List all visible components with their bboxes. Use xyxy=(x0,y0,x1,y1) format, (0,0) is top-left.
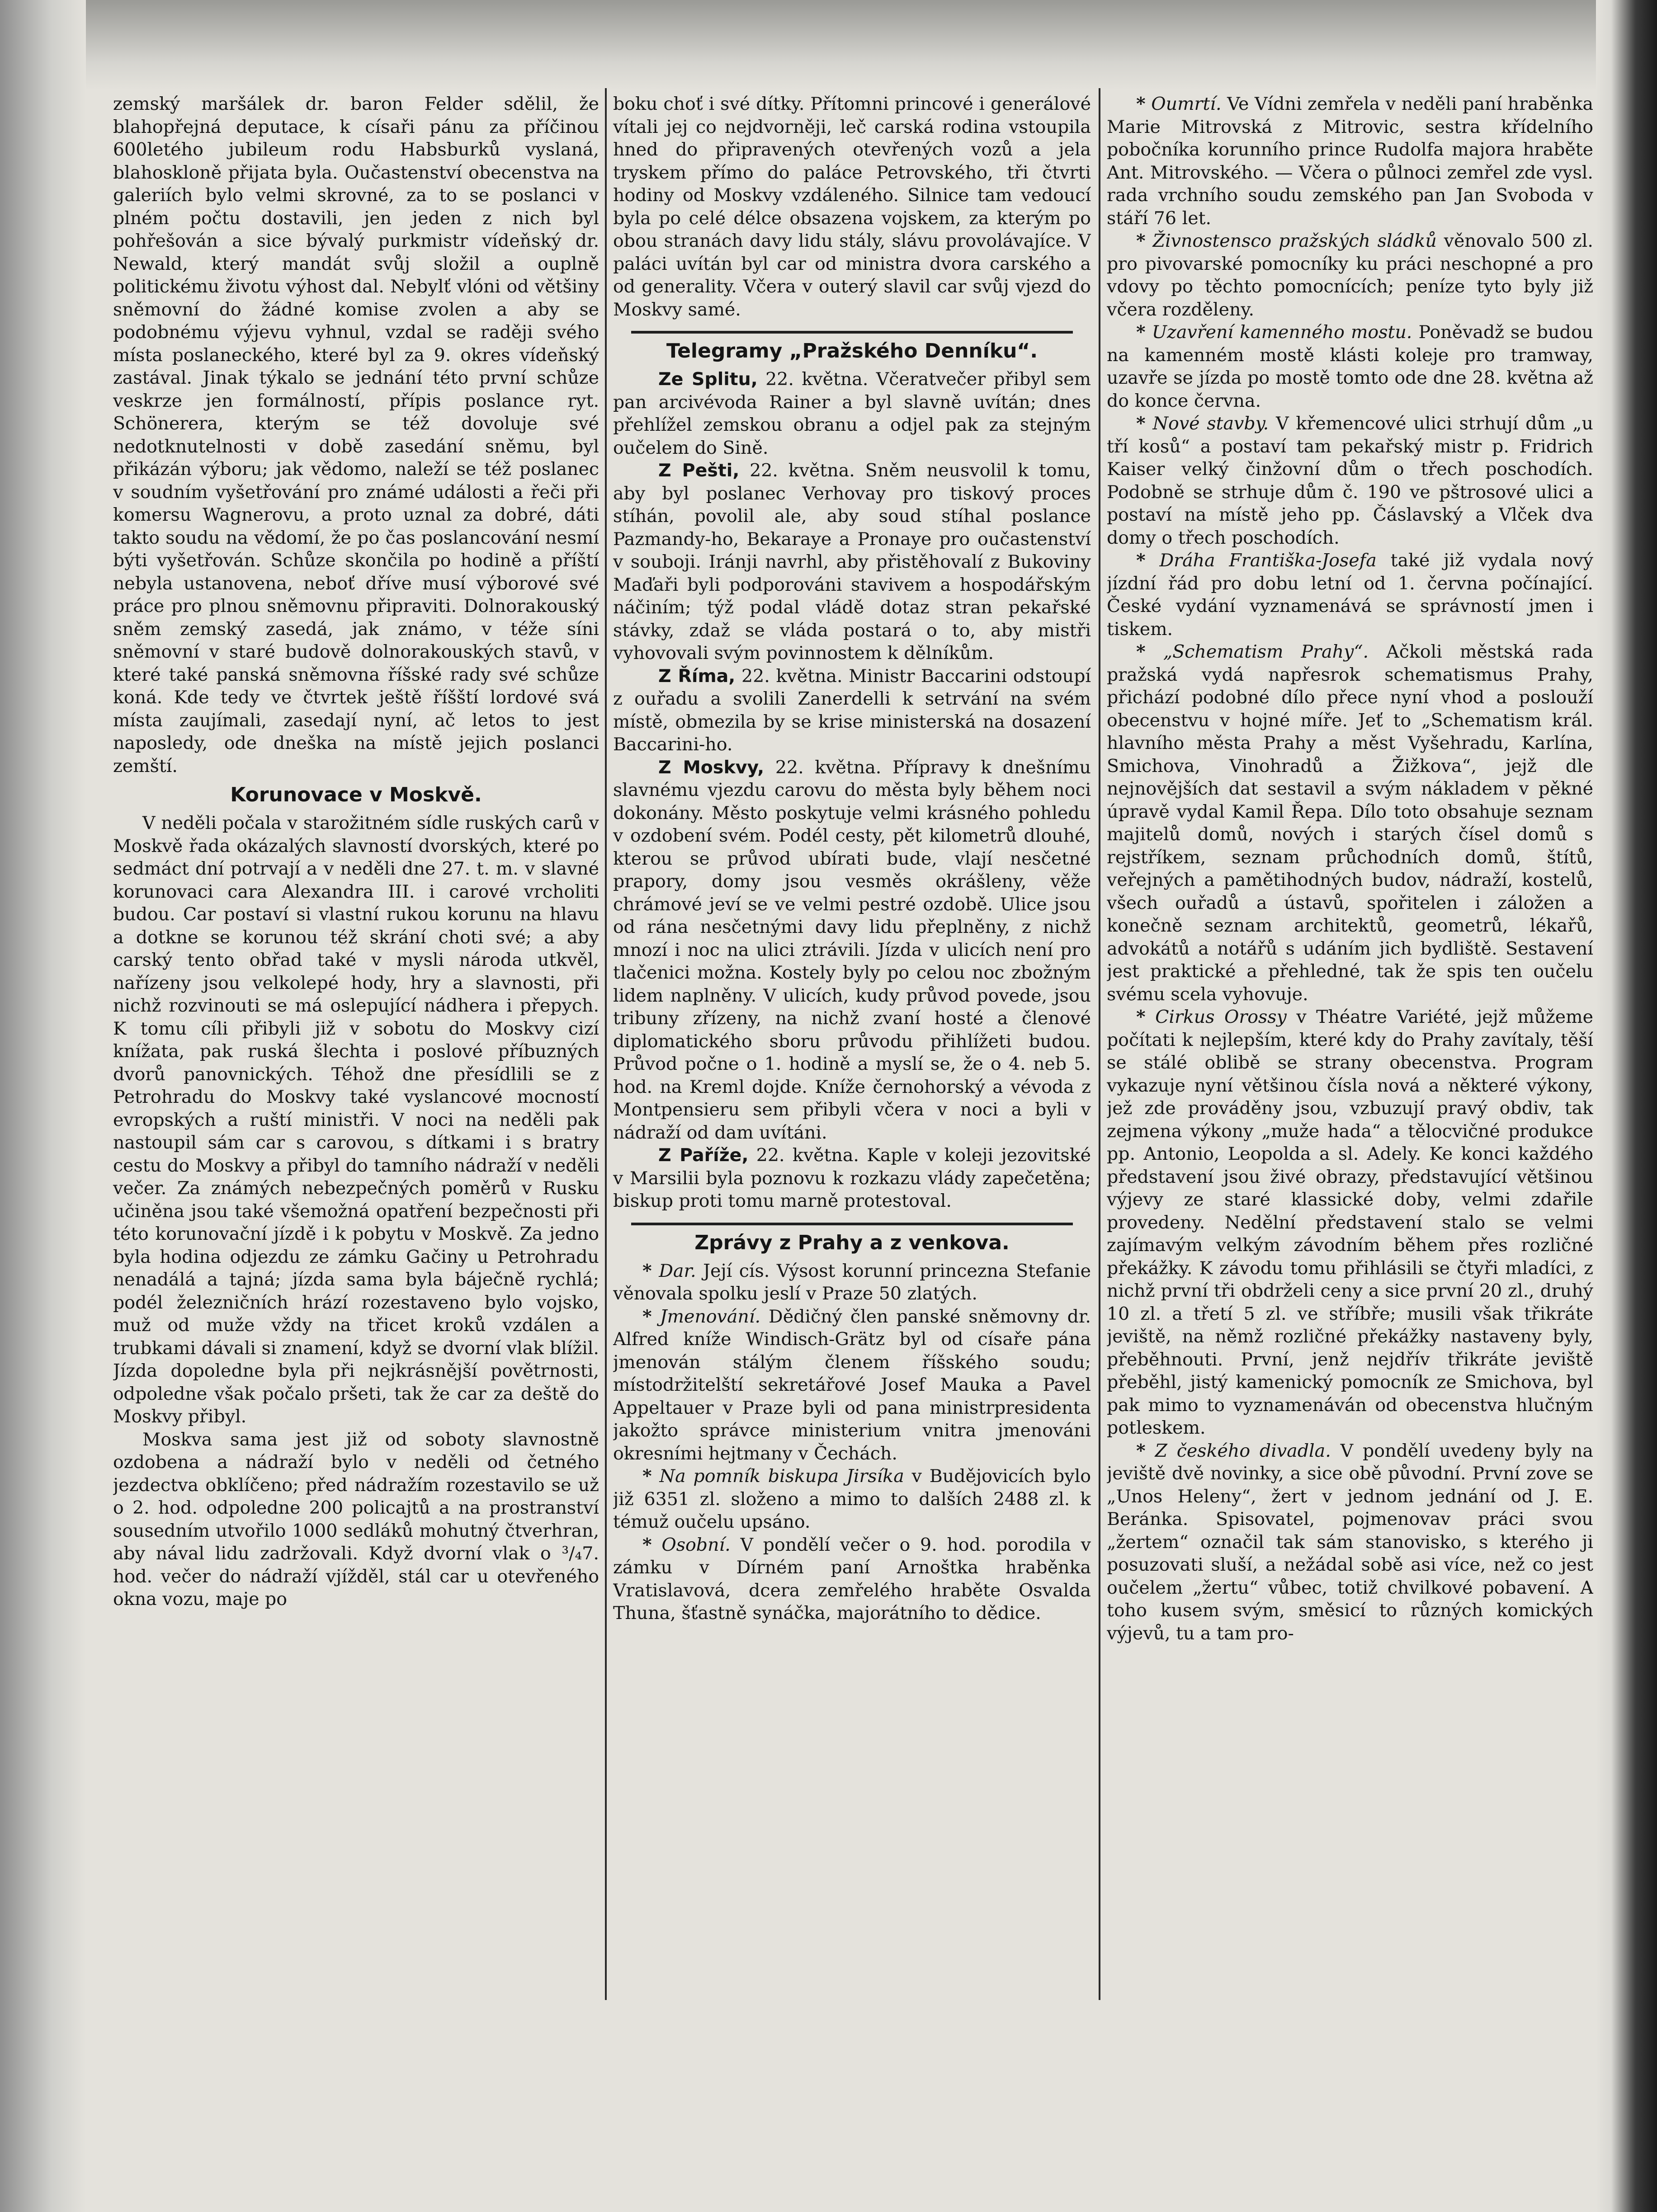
telegram-text: 22. května. Ministr Baccarini odstoupí z ouřadu a svolili Zanerdelli k setrvání na svém místě, obmezila by se krise ministerská na dosazení Baccarini-ho. xyxy=(613,665,1091,755)
scan-left-edge xyxy=(0,0,86,2212)
news-item-text: Dědičný člen panské sněmovny dr. Alfred kníže Windisch-Grätz byl od císaře pána jmenován stálým členem říšského soudu; místodržitelští sekretářové Josef Mauka a Pavel Appeltauer v Praze byli od pana ministrpresidenta jakožto správce ministerium vnitra jmenováni okresními hejtmany v Čechách. xyxy=(613,1306,1091,1464)
column-1 xyxy=(113,93,599,2013)
telegram-text: 22. května. Sněm neusvolil k tomu, aby byl poslanec Verhovay pro tiskový proces stíhán, povolil ale, aby soud stíhal poslance Pazmandy-ho, Bekaraye a Pronaye pro oučastenství v souboji. Iránji navrhl, aby přistěhovalí z Bukoviny Maďaři byli podporováni stavivem a hospodářským náčiním; týž podal vládě dotaz stran pekařské stávky, zdaž se vláda postará o to, aby mistři vyhovovali svým povinnostem k dělníkům. xyxy=(613,460,1091,664)
news-item xyxy=(1107,1440,1593,1645)
bullet-star: * xyxy=(1136,1440,1146,1461)
news-item xyxy=(1107,230,1593,321)
news-item-title: Na pomník biskupa Jirsíka xyxy=(659,1466,904,1487)
telegram-place: Z Moskvy, xyxy=(658,757,765,778)
news-item-text: V pondělí uvedeny byly na jeviště dvě novinky, a sice obě původní. První zove se „Unos Heleny“, žert v jednom jednání od J. E. Beránka. Spisovatel, pojmenovav práci svou „žertem“ označil tak sám stanovisko, s kterého ji posuzovati sluší, a nežádal sobě asi více, než co jest oučelem „žertu“ vůbec, totiž chvilkové pobavení. A toho kusem svým, směsicí to různých komických výjevů, tu a tam pro- xyxy=(1107,1440,1593,1644)
bullet-star: * xyxy=(1136,413,1146,434)
news-item xyxy=(613,1305,1091,1465)
telegram-text: 22. května. Přípravy k dnešnímu slavnému vjezdu carovu do města byly během noci dokonány. Město poskytuje velmi krásného pohledu v ozdobení svém. Podél cesty, pět kilometrů dlouhé, kterou se průvod ubírati bude, vlají nesčetné prapory, domy jsou vesměs okrášleny, věže chrámové jeví se ve velmi pestré ozdobě. Ulice jsou od rána nesčetnými davy lidu přeplněny, z nichž mnozí i noc na ulici ztrávili. Jízda v ulicích není pro tlačenici možna. Kostely byly po celou noc zbožným lidem naplněny. V ulicích, kudy průvod povede, jsou tribuny zřízeny, na nichž zvaní hosté a členové diplomatického sboru průvodu přihlížeti budou. Průvod počne o 1. hodině a myslí se, že o 4. neb 5. hod. na Kreml dojde. Kníže černohorský a vévoda z Montpensieru sem přibyli včera v noci a byli v nádraží od dam uvítáni. xyxy=(613,757,1091,1143)
bullet-star: * xyxy=(1136,1007,1146,1027)
news-item-title: Oumrtí. xyxy=(1151,94,1222,114)
telegram-place: Z Paříže, xyxy=(658,1145,749,1166)
news-item-text: Ve Vídni zemřela v neděli paní hraběnka Marie Mitrovská z Mitrovic, sestra křídelního pobočníka korunního prince Rudolfa majora hraběte Ant. Mitrovského. — Včera o půlnoci zemřel zde vysl. rada vrchního soudu zemského pan Jan Svoboda v stáří 76 let. xyxy=(1107,94,1593,229)
column-rule-left xyxy=(605,88,607,2000)
telegram-place: Z Pešti, xyxy=(658,460,740,481)
news-item xyxy=(1107,549,1593,640)
news-item-text: V křemencové ulici strhují dům „u tří kosů“ a postaví tam pekařský mistr p. Fridrich Kaiser velký činžovní dům o třech poschodích. Podobně se strhuje dům č. 190 ve pštrosové ulici a postaví na místě jeho pp. Čáslavský a Vlček dva domy o třech poschodích. xyxy=(1107,413,1593,548)
news-item xyxy=(1107,1006,1593,1440)
news-item-text: Ačkoli městská rada pražská vydá napřesrok schematismus Prahy, přichází podobné dílo přece nyní vhod a poslouží obecenstvu v hojné míře. Jeť to „Schematism král. hlavního města Prahy a měst Vyšehradu, Karlína, Smichova, Vinohradů a Žižkova“, jejž dle nejnovějších dat sestavil a svým nákladem v pěkné úpravě vydal Kamil Řepa. Dílo toto obsahuje seznam majitelů domů, nových i starých čísel domů s rejstříkem, seznam průchodních domů, štítů, veřejných a pamětihodných budov, nádraží, kostelů, všech ouřadů a ústavů, spořitelen i záložen a konečně seznam architektů, geometrů, lékařů, advokátů a notářů s udáním jich bydliště. Sestavení jest praktické a přehledné, tak že spis ten oučelu svému scela vyhovuje. xyxy=(1107,641,1593,1005)
column-2 xyxy=(613,93,1091,2013)
telegram-item xyxy=(613,756,1091,1144)
news-item-title: Osobní. xyxy=(661,1534,731,1555)
column-rule-right xyxy=(1099,88,1100,2000)
news-item-title: Dráha Františka-Josefa xyxy=(1159,550,1377,571)
news-item-text: V pondělí večer o 9. hod. porodila v zámku v Dírném paní Arnoštka hraběnka Vratislavová, dcera zemřelého hraběte Osvalda Thuna, šťastně synáčka, majorátního to dědice. xyxy=(613,1534,1091,1624)
news-item-title: Nové stavby. xyxy=(1152,413,1269,434)
news-item-title: Z českého divadla. xyxy=(1155,1440,1331,1461)
news-item-text: v Théatre Variété, jejž můžeme počítati k nejlepším, které kdy do Prahy zavítaly, těší se stálé oblibě se strany obecenstva. Program vykazuje nyní většinou čísla nová a některé výkony, jež zde prováděny jsou, vzbuzují pravý obdiv, tak zejmena výkony „muže hada“ a tělocvičné produkce pp. Antonio, Leopolda a sl. Adely. Ke konci každého představení jsou živé obrazy, představující většinou výjevy ze staré klassické doby, velmi zdařile provedeny. Nedělní představení stalo se velmi zajímavým velkým závodním během přes rozličné překážky. K závodu tomu přihlásili se čtyři mladíci, z nichž první tři obdrželi ceny a sice první 20 zl., druhý 10 zl. a třetí 5 zl. ve stříbře; musili však třikráte jeviště, na němž rozličné překážky nastaveny byly, přeběhnouti. První, jenž nejdřív třikráte jeviště přeběhl, jistý kamenický pomocník ze Smichova, byl pak mimo to vyznamenáván od obecenstva hlučným potleskem. xyxy=(1107,1007,1593,1438)
coronation-heading: Korunovace v Moskvě. xyxy=(230,783,482,806)
news-item xyxy=(613,1260,1091,1305)
news-item xyxy=(1107,640,1593,1006)
scan-top-shadow xyxy=(0,0,1657,90)
news-item-text: věnovalo 500 zl. pro pivovarské pomocníky ku práci neschopné a pro vdovy po těchto pomocnících; peníze tyto byly již včera rozděleny. xyxy=(1107,231,1593,320)
bullet-star: * xyxy=(1136,231,1146,251)
coronation-paragraph: V neděli počala v starožitném sídle ruských carů v Moskvě řada okázalých slavností dvorských, které po sedmáct dní potrvají a v neděli dne 27. t. m. v slavné korunovaci cara Alexandra III. i carové vrcholiti budou. Car postaví si vlastní rukou korunu na hlavu a dotkne se korunou též skrání choti své; a aby carský tento obřad také v mysli národa utkvěl, nařízeny jsou velkolepé hody, hry a slavnosti, při nichž rozvinouti se má oslepující nádhera i přepych. K tomu cíli přibyli již v sobotu do Moskvy cizí knížata, pak ruská šlechta i poslové příbuzných dvorů panovnických. Téhož dne přesídlili se z Petrohradu do Moskvy také vyslancové mocností evropských a ruští ministři. V noci na neděli pak nastoupil sám car s carovou, s dítkami i s bratry cestu do Moskvy a přibyl do tamního nádraží v neděli večer. Za známých nebezpečných poměrů v Rusku učiněna jsou také všemožná opatření bezpečnosti při této korunovační jízdě i k pobytu v Moskvě. Za jedno byla hodina odjezdu ze zámku Gačiny u Petrohradu nenadálá a tajná; jízda sama byla báječně rychlá; podél železničních hrází rozestaveno bylo vojsko, muž od muže vždy na třicet kroků vzdálen a trubkami dávali si znamení, když se dvorní vlak blížil. Jízda dopoledne byla při nejkrásnější povětrnosti, odpoledne však počalo pršeti, tak že car za deště do Moskvy přibyl. xyxy=(113,813,599,1427)
telegram-place: Z Říma, xyxy=(658,665,736,687)
telegrams-heading: Telegramy „Pražského Denníku“. xyxy=(666,339,1038,362)
news-item xyxy=(1107,412,1593,549)
news-item-text: Její cís. Výsost korunní princezna Stefanie věnovala spolku jeslí v Praze 50 zlatých. xyxy=(613,1260,1091,1304)
bullet-star: * xyxy=(642,1534,652,1555)
news-item-title: Živnostensco pražských sládků xyxy=(1152,231,1437,251)
telegram-item xyxy=(613,665,1091,756)
news-item-title: Uzavření kamenného mostu. xyxy=(1152,322,1412,343)
bullet-star: * xyxy=(1136,94,1146,114)
coronation-paragraph: Moskva sama jest již od soboty slavnostně ozdobena a nádraží bylo v neděli od četného jezdectva obklíčeno; před nádražím rozestavilo se už o 2. hod. odpoledne 200 policajtů a na prostranství sousedním utvořilo 1000 sedláků mohutný čtverhran, aby nával lidu zadržovali. Když dvorní vlak o ³/₄7. hod. večer do nádraží vjížděl, stál car u otevřeného okna vozu, maje po xyxy=(113,1429,599,1610)
coronation-continuation: boku choť i své dítky. Přítomni princové i generálové vítali jej co nejdvorněji, leč carská rodina vstoupila hned do připravených otevřených vozů a jela tryskem přímo do paláce Petrovského, tři čtvrti hodiny od Moskvy vzdáleného. Silnice tam vedoucí byla po celé délce obsazena vojskem, za kterým po obou stranách davy lidu stály, slávu provolávajíce. V paláci uvítán byl car od ministra dvora carského a od generality. Včera v outerý slavil car svůj vjezd do Moskvy samé. xyxy=(613,94,1091,320)
news-item-title: Jmenování. xyxy=(660,1306,761,1327)
column-3 xyxy=(1107,93,1593,2013)
telegram-item xyxy=(613,459,1091,665)
telegram-text: 22. května. Kaple v koleji jezovitské v Marsilii byla poznovu k rozkazu vlády zapečetěna; biskup proti tomu marně protestoval. xyxy=(613,1145,1091,1211)
telegram-item xyxy=(613,1144,1091,1213)
article-continuation: zemský maršálek dr. baron Felder sdělil, že blahopřejná deputace, k císaři pánu za příčinou 600letého jubileum rodu Habsburků vyslaná, blahoskloně přijata byla. Oučastenství obecenstva na galeriích bylo velmi skrovné, za to se poslanci v plném počtu dostavili, jen jeden z nich byl pohřešován a sice bývalý purkmistr vídeňský dr. Newald, který mandát svůj složil a ouplně politickému životu výhost dal. Nebylť vlóni od většiny sněmovní do žádné komise zvolen a aby se podobnému výjevu vyhnul, vzdal se raději svého místa poslaneckého, které byl za 9. okres vídeňský zastával. Jinak týkalo se jednání této první schůze veskrze jen formálností, přípis poslance ryt. Schönerera, kterým se též dovoluje své nedotknutelnosti v době zasedání sněmu, byl přikázán výboru; jak vědomo, naleží se též poslanec v soudním vyšetřování pro známé události a řeči při komersu Wagnerovu, a proto uznal za dobré, dáti takto soudu na vědomí, že po čas poslancování nesmí býti vyšetřován. Schůze skončila po hodině a příští nebyla ustanovena, neboť dříve musí výborové své práce pro plnou sněmovnu připraviti. Dolnorakouský sněm zemský zasedá, jak známo, v téže síni sněmovní v staré budově dolnorakouských stavů, v které také panská sněmovna říšské rady své schůze koná. Kde tedy ve čtvrtek ještě říšští lordové svá místa zaujímali, zasedají nyní, ač letos to jest naposledy, ode dneška na místě jejich poslanci zemští. xyxy=(113,94,599,777)
news-item-title: Dar. xyxy=(659,1260,696,1281)
telegram-text: 22. května. Včeratvečer přibyl sem pan arcivévoda Rainer a byl slavně uvítán; dnes přehlížel zemskou obranu a odjel pak za stejným oučelem do Sině. xyxy=(613,369,1091,458)
news-item-text: v Budějovicích bylo již 6351 zl. složeno a mimo to dalších 2488 zl. k témuž oučelu upsáno. xyxy=(613,1466,1091,1532)
bullet-star: * xyxy=(1136,550,1146,571)
news-item-text: také již vydala nový jízdní řád pro dobu letní od 1. června počínající. České vydání vyznamenává se správností jmen i tiskem. xyxy=(1107,550,1593,640)
bullet-star: * xyxy=(1136,641,1146,662)
scan-right-edge xyxy=(1596,0,1657,2212)
news-heading: Zprávy z Prahy a z venkova. xyxy=(694,1231,1010,1254)
telegram-place: Ze Splitu, xyxy=(658,369,758,390)
bullet-star: * xyxy=(1136,322,1146,343)
section-divider xyxy=(631,331,1073,334)
bullet-star: * xyxy=(642,1306,652,1327)
section-divider xyxy=(631,1223,1073,1225)
telegram-item xyxy=(613,368,1091,459)
news-item xyxy=(613,1534,1091,1625)
news-item-title: Cirkus Orossy xyxy=(1155,1007,1287,1027)
news-item-text: Poněvadž se budou na kamenném mostě klásti koleje pro tramway, uzavře se jízda po mostě tomto ode dne 28. května až do konce června. xyxy=(1107,322,1593,411)
bullet-star: * xyxy=(642,1466,652,1487)
bullet-star: * xyxy=(642,1260,652,1281)
news-item xyxy=(613,1465,1091,1534)
news-item xyxy=(1107,93,1593,230)
news-item-title: „Schematism Prahy“. xyxy=(1163,641,1369,662)
news-item xyxy=(1107,321,1593,412)
